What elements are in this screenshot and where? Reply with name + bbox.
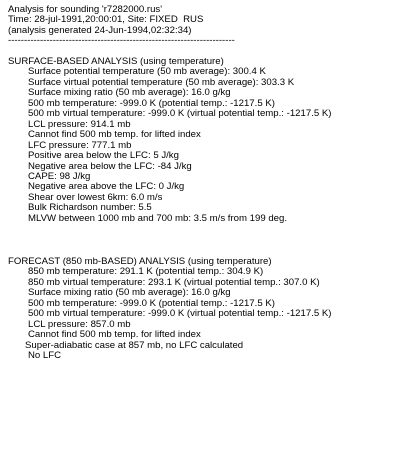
surface-line: LFC pressure: 777.1 mb: [28, 139, 132, 151]
forecast-heading: FORECAST (850 mb-BASED) ANALYSIS (using temperature): [8, 256, 272, 267]
forecast-line: Surface mixing ratio (50 mb average): 16.0 g/kg: [28, 287, 231, 299]
no-lfc-note: No LFC: [28, 350, 62, 362]
surface-line: Negative area below the LFC: -84 J/kg: [28, 160, 192, 172]
report-title: Analysis for sounding 'r7282000.rus': [8, 4, 163, 15]
surface-line: CAPE: 98 J/kg: [28, 170, 91, 182]
forecast-line: 500 mb virtual temperature: -999.0 K (virtual potential temp.: -1217.5 K): [28, 308, 332, 320]
surface-line: LCL pressure: 914.1 mb: [28, 118, 131, 130]
separator-rule: -----------------------------------------------------------------------: [8, 35, 235, 47]
surface-line: Cannot find 500 mb temp. for lifted index: [28, 129, 201, 141]
generated-line: (analysis generated 24-Jun-1994,02:32:34): [8, 24, 192, 36]
super-adiabatic-note: Super-adiabatic case at 857 mb, no LFC calculated: [25, 339, 244, 351]
surface-line: Negative area above the LFC: 0 J/kg: [28, 181, 185, 193]
surface-heading: SURFACE-BASED ANALYSIS (using temperature): [8, 56, 224, 67]
surface-analysis-section: [8, 57, 331, 224]
forecast-line: Cannot find 500 mb temp. for lifted index: [28, 329, 201, 341]
surface-line: Shear over lowest 6km: 6.0 m/s: [28, 191, 163, 203]
surface-line: Bulk Richardson number: 5.5: [28, 202, 152, 214]
surface-line: 500 mb virtual temperature: -999.0 K (virtual potential temp.: -1217.5 K): [28, 108, 332, 120]
time-site-line: Time: 28-jul-1991,20:00:01, Site: FIXED RUS: [8, 14, 204, 26]
forecast-analysis-section: [8, 257, 331, 362]
forecast-line: 500 mb temperature: -999.0 K (potential temp.: -1217.5 K): [28, 297, 275, 309]
surface-line: Surface virtual potential temperature (50 mb average): 303.3 K: [28, 76, 295, 88]
surface-line: Surface potential temperature (50 mb average): 300.4 K: [28, 66, 266, 78]
surface-line: 500 mb temperature: -999.0 K (potential temp.: -1217.5 K): [28, 97, 275, 109]
surface-line: MLVW between 1000 mb and 700 mb: 3.5 m/s from 199 deg.: [28, 212, 287, 224]
surface-line: Positive area below the LFC: 5 J/kg: [28, 150, 179, 162]
surface-line: Surface mixing ratio (50 mb average): 16.0 g/kg: [28, 87, 231, 99]
report-header: [8, 5, 235, 47]
forecast-line: 850 mb temperature: 291.1 K (potential temp.: 304.9 K): [28, 266, 264, 278]
forecast-line: LCL pressure: 857.0 mb: [28, 318, 131, 330]
forecast-line: 850 mb virtual temperature: 293.1 K (virtual potential temp.: 307.0 K): [28, 276, 320, 288]
